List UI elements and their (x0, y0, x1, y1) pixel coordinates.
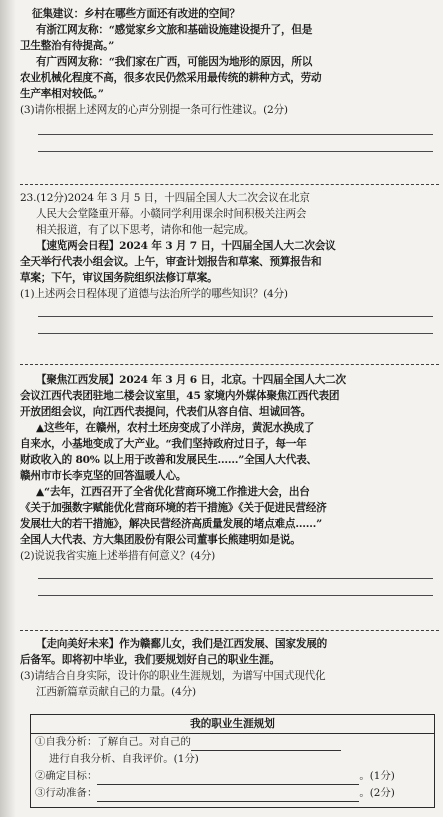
table-row-label: ①自我分析：了解自己。对自己的 (35, 736, 191, 748)
question-3-prompt: (3)请你根据上述网友的心声分别提一条可行性建议。(2分) (20, 104, 288, 116)
jiangxi-line: 全国人大代表、方大集团股份有限公司董事长熊建明如是说。 (20, 534, 301, 546)
fill-blank[interactable] (97, 789, 359, 802)
question-23-3-prompt: 江西新篇章贡献自己的力量。(4分) (36, 686, 196, 698)
table-row-label: ②确定目标： (35, 770, 98, 782)
jiangxi-section (20, 372, 439, 596)
fill-blank[interactable] (191, 738, 341, 751)
schedule-line: 全天举行代表小组会议。上午，审查计划报告和草案、预算报告和 (20, 256, 322, 268)
career-plan-table (30, 714, 435, 808)
jiangxi-line: 《关于加强数字赋能优化营商环境的若干措施》《关于促进民营经济 (20, 502, 327, 514)
jiangxi-line: 会议江西代表团驻地二楼会议室里，45 家境内外媒体聚焦江西代表团 (20, 390, 340, 402)
top-line: 卫生整治有待提高。” (20, 40, 115, 52)
top-line: 农业机械化程度不高，很多农民仍然采用最传统的耕种方式，劳动 (20, 72, 322, 84)
table-row (31, 785, 434, 802)
future-section (20, 636, 439, 700)
table-row-label: ③行动准备： (35, 787, 98, 799)
question-23-3-prompt: (3)请结合自身实际，设计你的职业生涯规划，为谱写中国式现代化 (20, 670, 326, 682)
future-line: 后备军。即将初中毕业，我们要规划好自己的职业生涯。 (20, 654, 280, 666)
answer-line[interactable] (38, 595, 433, 596)
jiangxi-line: 自来水，小基地变成了大产业。“我们坚持政府过日子，每一年 (20, 438, 307, 450)
section-divider (20, 184, 439, 185)
score-label: 。(1分) (359, 770, 395, 782)
table-row-label: 进行自我分析、自我评价。(1分) (49, 753, 199, 765)
question-23 (20, 190, 439, 334)
table-row (31, 751, 434, 768)
answer-line[interactable] (38, 333, 433, 334)
question-23-line: 23.(12分)2024 年 3 月 5 日，十四届全国人大二次会议在北京 (20, 192, 310, 204)
question-23-2-prompt: (2)说说我省实施上述举措有何意义？(4分) (20, 550, 216, 562)
jiangxi-line: 赣州市市长李克坚的回答温暖人心。 (20, 470, 187, 482)
jiangxi-line: ▲“去年，江西召开了全省优化营商环境工作推进大会，出台 (36, 486, 310, 498)
top-line: 征集建议：乡村在哪些方面还有改进的空间？ (32, 8, 240, 20)
fill-blank[interactable] (97, 772, 359, 785)
section-divider (20, 630, 439, 631)
top-line: 生产率相对较低。” (20, 88, 104, 100)
jiangxi-line: 开放团组会议，向江西代表提问，代表们从容自信、坦诚回答。 (20, 406, 312, 418)
top-line: 有浙江网友称：“感觉家乡文旅和基础设施建设提升了，但是 (36, 24, 313, 36)
question-23-line: 相关报道，有了以下思考，请你和他一起完成。 (36, 224, 255, 236)
table-title: 我的职业生涯规划 (31, 715, 434, 734)
question-23-1-prompt: (1)上述两会日程体现了道德与法治所学的哪些知识？(4分) (20, 288, 288, 300)
jiangxi-line: 【聚焦江西发展】2024 年 3 月 6 日，北京。十四届全国人大二次 (36, 374, 346, 386)
jiangxi-line: ▲这些年，在赣州，农村土坯房变成了小洋房，黄泥水换成了 (36, 422, 315, 434)
question-23-line: 人民大会堂隆重开幕。小赣同学利用课余时间积极关注两会 (36, 208, 307, 220)
jiangxi-line: 发展壮大的若干措施》，解决民营经济高质量发展的堵点难点……” (20, 518, 323, 530)
jiangxi-line: 财政收入的 80% 以上用于改善和发展民生……”全国人大代表、 (20, 454, 317, 466)
table-row (31, 734, 434, 751)
score-label: 。(2分) (359, 787, 395, 799)
schedule-line: 【速览两会日程】2024 年 3 月 7 日，十四届全国人大二次会议 (36, 240, 336, 252)
future-line: 【走向美好未来】作为赣鄱儿女，我们是江西发展、国家发展的 (36, 638, 328, 650)
answer-line[interactable] (38, 151, 433, 152)
top-line: 有广西网友称：“我们家在广西，可能因为地形的原因，所以 (36, 56, 313, 68)
table-row (31, 768, 434, 785)
section-divider (20, 364, 439, 365)
schedule-line: 草案；下午，审议国务院组织法修订草案。 (20, 272, 218, 284)
top-section (20, 6, 439, 152)
